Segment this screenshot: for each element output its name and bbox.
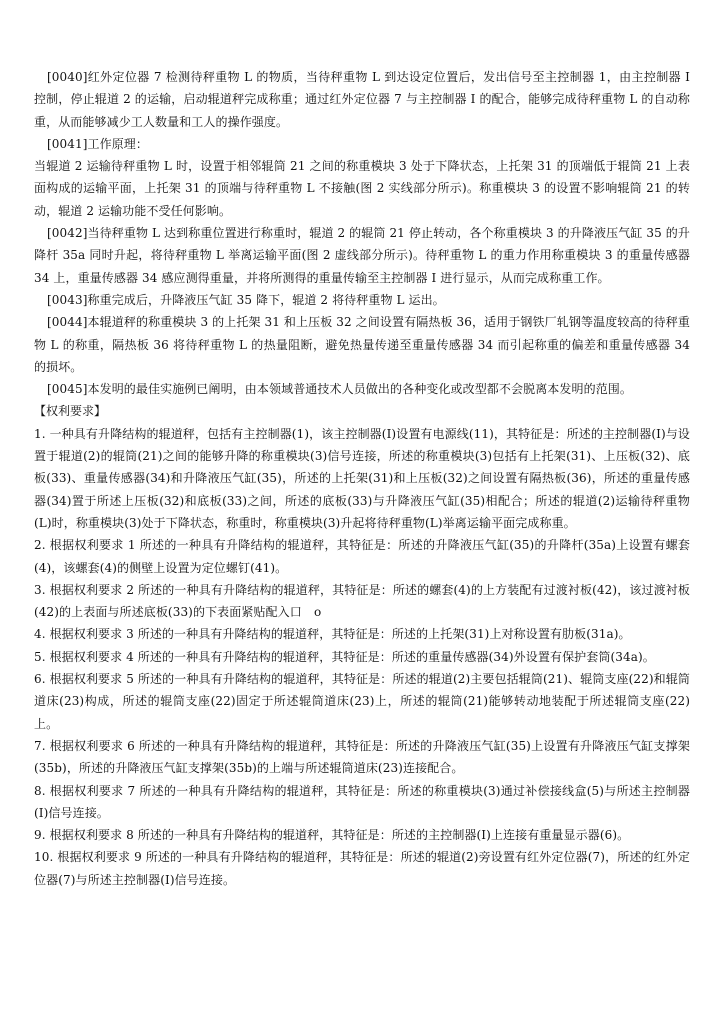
claim-10: 10. 根据权利要求 9 所述的一种具有升降结构的辊道秤，其特征是：所述的辊道(2)旁设置有红外定位器(7)，所述的红外定位器(7)与所述主控制器(I)信号连接。 xyxy=(34,850,690,887)
claim-6: 6. 根据权利要求 5 所述的一种具有升降结构的辊道秤，其特征是：所述的辊道(2)主要包括辊筒(21)、辊筒支座(22)和辊筒道床(23)构成，所述的辊筒支座(22)固定于所述辊筒道床(23)上，所述的辊筒(21)能够转动地装配于所述辊筒支座(22)上。 xyxy=(34,672,690,731)
paragraph-0041: [0041]工作原理： xyxy=(47,136,149,151)
paragraph-0043: [0043]称重完成后，升降液压气缸 35 降下，辊道 2 将待秤重物 L 运出。 xyxy=(47,292,445,307)
paragraph-0045: [0045]本发明的最佳实施例已阐明，由本领域普通技术人员做出的各种变化或改型都不会脱离本发明的范围。 xyxy=(47,382,633,397)
paragraph-0042: [0042]当待秤重物 L 达到称重位置进行称重时，辊道 2 的辊筒 21 停止转动，各个称重模块 3 的升降液压气缸 35 的升降杆 35a 同时升起，将待秤重物 L 举离运输平面(图 2 虚线部分所示)。待秤重物 L 的重力作用称重模块 3 的重量传感器 34 上，重量传感器 34 感应测得重量，并将所测得的重量传输至主控制器 I 进行显示，从而完成称重工作。 xyxy=(34,226,690,285)
paragraph-working-principle: 当辊道 2 运输待秤重物 L 时，设置于相邻辊筒 21 之间的称重模块 3 处于下降状态，上托架 31 的顶端低于辊筒 21 上表面构成的运输平面，上托架 31 的顶端与待秤重物 L 不接触(图 2 实线部分所示)。称重模块 3 的设置不影响辊筒 21 的转动，辊道 2 运输功能不受任何影响。 xyxy=(34,159,690,218)
claim-2: 2. 根据权利要求 1 所述的一种具有升降结构的辊道秤，其特征是：所述的升降液压气缸(35)的升降杆(35a)上设置有螺套(4)，该螺套(4)的侧壁上设置为定位螺钉(41)。 xyxy=(34,538,690,575)
paragraph-0040: [0040]红外定位器 7 检测待秤重物 L 的物质，当待秤重物 L 到达设定位置后，发出信号至主控制器 1，由主控制器 I 控制，停止辊道 2 的运输，启动辊道秤完成称重；通过红外定位器 7 与主控制器 I 的配合，能够完成待秤重物 L 的自动称重，从而能够减少工人数量和工人的操作强度。 xyxy=(34,70,690,129)
claim-4: 4. 根据权利要求 3 所述的一种具有升降结构的辊道秤，其特征是：所述的上托架(31)上对称设置有肋板(31a)。 xyxy=(34,627,631,642)
claim-8: 8. 根据权利要求 7 所述的一种具有升降结构的辊道秤，其特征是：所述的称重模块(3)通过补偿接线盒(5)与所述主控制器(I)信号连接。 xyxy=(34,783,690,820)
claim-3: 3. 根据权利要求 2 所述的一种具有升降结构的辊道秤，其特征是：所述的螺套(4)的上方装配有过渡衬板(42)，该过渡衬板(42)的上表面与所述底板(33)的下表面紧贴配入口 o xyxy=(34,582,690,620)
paragraph-0044: [0044]本辊道秤的称重模块 3 的上托架 31 和上压板 32 之间设置有隔热板 36，适用于钢铁厂轧钢等温度较高的待秤重物 L 的称重，隔热板 36 将待秤重物 L 的热量阻断，避免热量传递至重量传感器 34 而引起称重的偏差和重量传感器 34 的损坏。 xyxy=(34,315,690,374)
claim-7: 7. 根据权利要求 6 所述的一种具有升降结构的辊道秤，其特征是：所述的升降液压气缸(35)上设置有升降液压气缸支撑架(35b)，所述的升降液压气缸支撑架(35b)的上端与所述辊筒道床(23)连接配合。 xyxy=(34,738,690,776)
document-page xyxy=(34,66,690,891)
claim-5: 5. 根据权利要求 4 所述的一种具有升降结构的辊道秤，其特征是：所述的重量传感器(34)外设置有保护套筒(34a)。 xyxy=(34,649,655,664)
claim-9: 9. 根据权利要求 8 所述的一种具有升降结构的辊道秤，其特征是：所述的主控制器(I)上连接有重量显示器(6)。 xyxy=(34,828,630,843)
claim-1: 1. 一种具有升降结构的辊道秤，包括有主控制器(1)，该主控制器(I)设置有电源线(11)，其特征是：所述的主控制器(I)与设置于辊道(2)的辊筒(21)之间的能够升降的称重模块(3)信号连接，所述的称重模块(3)包括有上托架(31)、上压板(32)、底板(33)、重量传感器(34)和升降液压气缸(35)，所述的上托架(31)和上压板(32)之间设置有隔热板(36)，所述的重量传感器(34)置于所述上压板(32)和底板(33)之间，所述的底板(33)与升降液压气缸(35)相配合；所述的辊道(2)运输待秤重物(L)时，称重模块(3)处于下降状态，称重时，称重模块(3)升起将待秤重物(L)举离运输平面完成称重。 xyxy=(34,426,690,530)
claims-heading: 【权利要求】 xyxy=(34,404,107,419)
